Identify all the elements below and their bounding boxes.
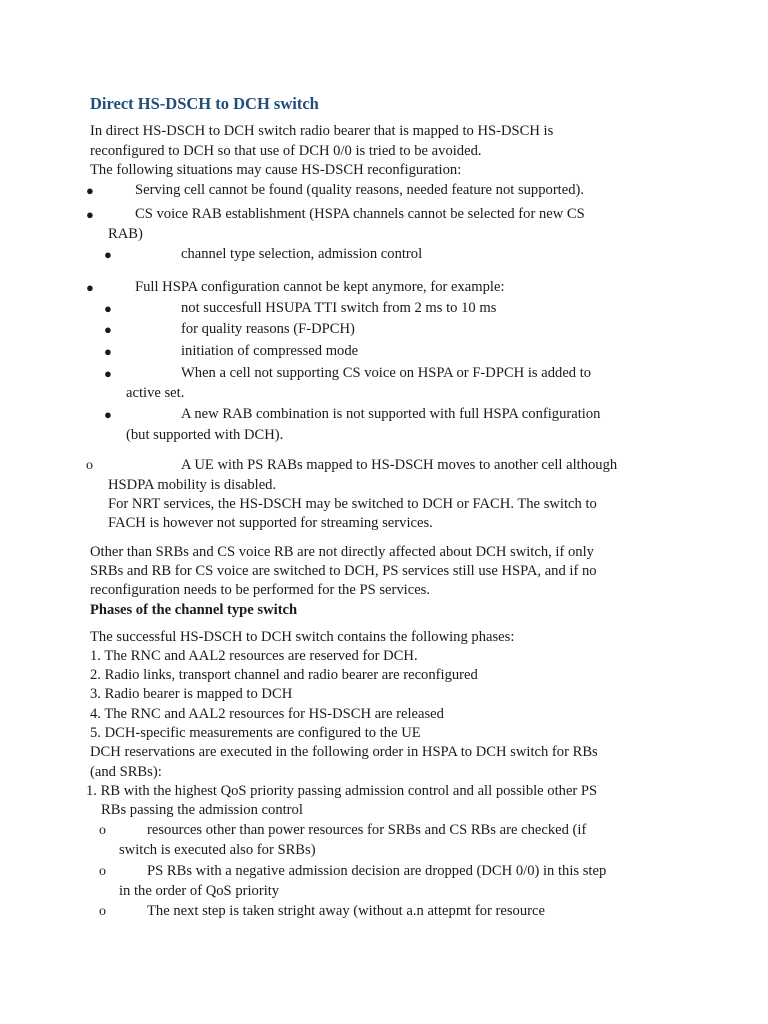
paragraph-line: reconfiguration needs to be performed for the PS services. — [90, 582, 431, 598]
numbered-item: 1. The RNC and AAL2 resources are reserved for DCH. — [90, 648, 418, 664]
numbered-item: 4. The RNC and AAL2 resources for HS-DSCH are released — [90, 706, 444, 722]
bullet-icon: ● — [104, 322, 112, 337]
sub-list-item: channel type selection, admission control — [181, 246, 423, 262]
sub-list-item: PS RBs with a negative admission decision are dropped (DCH 0/0) in this step — [147, 863, 607, 879]
page-title: Direct HS-DSCH to DCH switch — [90, 94, 319, 113]
paragraph-line: SRBs and RB for CS voice are switched to DCH, PS services still use HSPA, and if no — [90, 563, 597, 579]
circle-bullet-icon: o — [99, 904, 106, 919]
circle-bullet-icon: o — [99, 864, 106, 879]
bullet-icon: ● — [104, 247, 112, 262]
list-item-continuation: For NRT services, the HS-DSCH may be switched to DCH or FACH. The switch to — [108, 496, 597, 512]
intro-line-1: In direct HS-DSCH to DCH switch radio bearer that is mapped to HS-DSCH is — [90, 123, 554, 139]
sub-list-item: initiation of compressed mode — [181, 343, 359, 359]
sub-list-item: A new RAB combination is not supported with full HSPA configuration — [181, 406, 601, 422]
sub-list-item: resources other than power resources for SRBs and CS RBs are checked (if — [147, 822, 587, 838]
list-item: A UE with PS RABs mapped to HS-DSCH moves to another cell although — [181, 457, 618, 473]
numbered-item: 2. Radio links, transport channel and radio bearer are reconfigured — [90, 667, 478, 683]
list-item: Full HSPA configuration cannot be kept anymore, for example: — [135, 279, 505, 295]
bullet-icon: ● — [104, 344, 112, 359]
sub-list-item-continuation: switch is executed also for SRBs) — [119, 842, 316, 858]
sub-list-item: The next step is taken stright away (without a.n attepmt for resource — [147, 903, 545, 919]
numbered-item-continuation: RBs passing the admission control — [101, 802, 303, 818]
bullet-icon: ● — [86, 207, 94, 222]
sub-list-item: When a cell not supporting CS voice on HSPA or F-DPCH is added to — [181, 365, 592, 381]
list-item: CS voice RAB establishment (HSPA channels cannot be selected for new CS — [135, 206, 585, 222]
sub-list-item-continuation: in the order of QoS priority — [119, 883, 280, 899]
paragraph-line: (and SRBs): — [90, 764, 162, 780]
circle-bullet-icon: o — [86, 458, 93, 473]
paragraph-line: The successful HS-DSCH to DCH switch contains the following phases: — [90, 629, 515, 645]
numbered-item: 5. DCH-specific measurements are configured to the UE — [90, 725, 421, 741]
sub-list-item-continuation: (but supported with DCH). — [126, 427, 284, 443]
list-item: Serving cell cannot be found (quality reasons, needed feature not supported). — [135, 182, 585, 198]
numbered-item: 3. Radio bearer is mapped to DCH — [90, 686, 293, 702]
sub-list-item-continuation: active set. — [126, 385, 185, 401]
paragraph-line: Other than SRBs and CS voice RB are not directly affected about DCH switch, if only — [90, 544, 594, 560]
list-item-continuation: RAB) — [108, 226, 143, 242]
numbered-item: 1. RB with the highest QoS priority passing admission control and all possible other PS — [86, 783, 598, 799]
list-item-continuation: HSDPA mobility is disabled. — [108, 477, 277, 493]
bullet-icon: ● — [86, 280, 94, 295]
paragraph-line: DCH reservations are executed in the following order in HSPA to DCH switch for RBs — [90, 744, 598, 760]
circle-bullet-icon: o — [99, 823, 106, 838]
intro-line-3: The following situations may cause HS-DSCH reconfiguration: — [90, 162, 462, 178]
list-item-continuation: FACH is however not supported for streaming services. — [108, 515, 433, 531]
bullet-icon: ● — [104, 366, 112, 381]
bullet-icon: ● — [86, 183, 94, 198]
bullet-icon: ● — [104, 407, 112, 422]
section-heading: Phases of the channel type switch — [90, 602, 298, 618]
sub-list-item: not succesfull HSUPA TTI switch from 2 ms to 10 ms — [181, 300, 497, 316]
sub-list-item: for quality reasons (F-DPCH) — [181, 321, 355, 337]
intro-line-2: reconfigured to DCH so that use of DCH 0/0 is tried to be avoided. — [90, 143, 482, 159]
bullet-icon: ● — [104, 301, 112, 316]
